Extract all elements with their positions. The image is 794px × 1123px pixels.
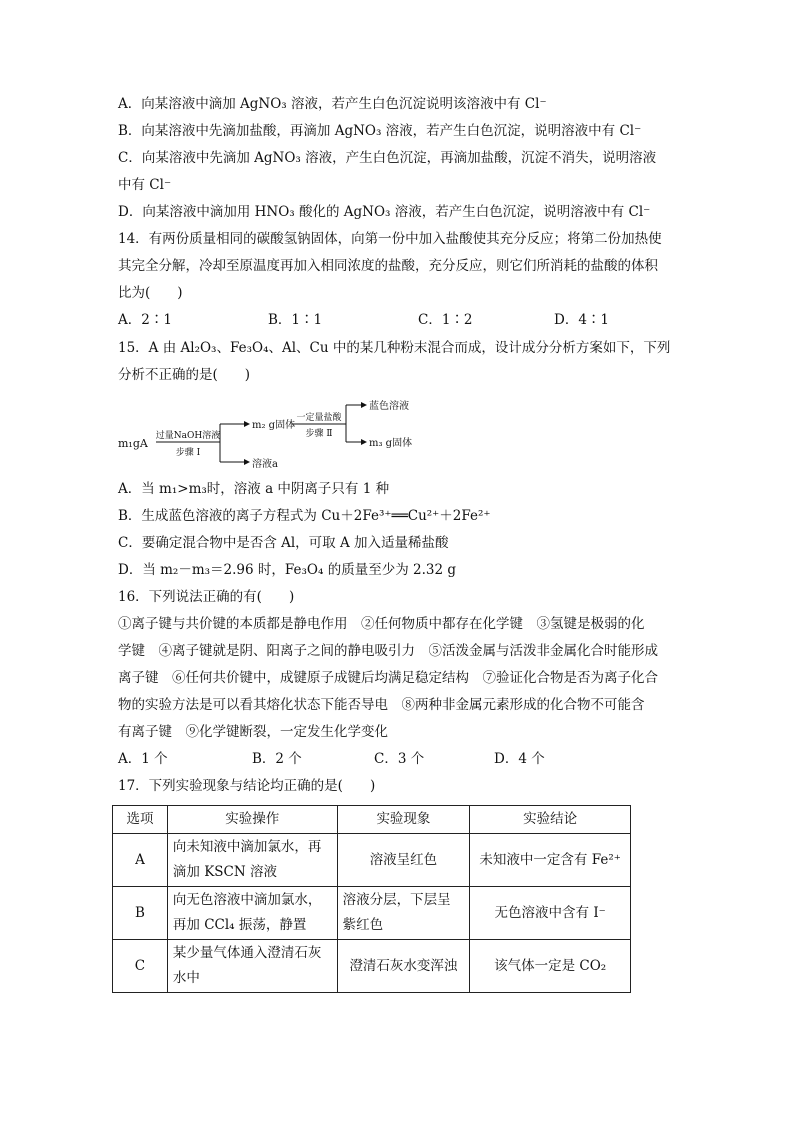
diagram-step2-reagent: 一定量盐酸 (296, 413, 342, 423)
q13-option-a: A．向某溶液中滴加 AgNO₃ 溶液，若产生白色沉淀说明该溶液中有 Cl⁻ (118, 96, 547, 112)
diagram-step2-label: 步骤 Ⅱ (305, 429, 333, 439)
q15-option-a: A．当 m₁>m₃时，溶液 a 中阴离子只有 1 种 (118, 481, 390, 497)
q13-option-b: B．向某溶液中先滴加盐酸，再滴加 AgNO₃ 溶液，若产生白色沉淀，说明溶液中有 Cl⁻ (118, 123, 642, 139)
header-operation: 实验操作 (167, 806, 337, 834)
header-conclusion: 实验结论 (470, 806, 631, 834)
q16-option-b: B．2 个 (252, 751, 302, 767)
diagram-blue-solution-label: 蓝色溶液 (369, 401, 409, 412)
diagram-step1-reagent: 过量NaOH溶液 (155, 431, 221, 441)
q16-option-d: D．4 个 (494, 751, 545, 767)
q14-option-d: D．4∶1 (554, 312, 610, 328)
row-operation-line2: 水中 (172, 970, 200, 986)
q14-option-b: B．1∶1 (268, 312, 323, 328)
diagram-solid1-label: m₂ g固体 (252, 420, 296, 431)
q15-option-b: B．生成蓝色溶液的离子方程式为 Cu＋2Fe³⁺══Cu²⁺＋2Fe²⁺ (118, 508, 491, 524)
diagram-solid2-label: m₃ g固体 (369, 438, 413, 449)
diagram-solution-label: 溶液a (252, 459, 278, 470)
row-phenomenon-line2: 紫红色 (342, 917, 384, 933)
row-option: B (113, 887, 168, 940)
q16-body-line4: 物的实验方法是可以看其熔化状态下能否导电 ⑧两种非金属元素形成的化合物不可能含 (118, 697, 645, 713)
q16-option-a: A．1 个 (118, 751, 168, 767)
row-operation (167, 887, 337, 940)
q16-body-line5: 有离子键 ⑨化学键断裂，一定发生化学变化 (118, 724, 388, 740)
table-header-row (113, 806, 631, 834)
q14-stem-line1: 14．有两份质量相同的碳酸氢钠固体，向第一份中加入盐酸使其充分反应；将第二份加热使 (118, 231, 662, 247)
q16-option-c: C．3 个 (374, 751, 425, 767)
q13-option-c-line2: 中有 Cl⁻ (118, 177, 172, 193)
q15-stem-line2: 分析不正确的是( ) (118, 367, 251, 383)
row-conclusion: 未知液中一定含有 Fe²⁺ (470, 834, 631, 887)
diagram-start-label: m₁gA (118, 437, 148, 450)
row-operation-line1: 向未知液中滴加氯水，再 (172, 839, 322, 855)
row-phenomenon (337, 887, 470, 940)
header-phenomenon: 实验现象 (337, 806, 470, 834)
row-operation (167, 940, 337, 993)
row-operation-line2: 再加 CCl₄ 振荡，静置 (172, 917, 307, 933)
row-option: C (113, 940, 168, 993)
row-option: A (113, 834, 168, 887)
q16-options (118, 749, 678, 769)
q16-stem: 16．下列说法正确的有( ) (118, 589, 295, 605)
row-operation-line1: 某少量气体通入澄清石灰 (172, 945, 322, 961)
q16-body-line3: 离子键 ⑥任何共价键中，成键原子成键后均满足稳定结构 ⑦验证化合物是否为离子化合 (118, 670, 658, 686)
q14-option-a: A．2∶1 (118, 312, 172, 328)
q14-options (118, 310, 678, 330)
q15-option-c: C．要确定混合物中是否含 Al，可取 A 加入适量稀盐酸 (118, 535, 449, 551)
diagram-arrowhead-solid (244, 421, 250, 427)
table-row (113, 940, 631, 993)
row-operation-line1: 向无色溶液中滴加氯水， (172, 892, 322, 908)
diagram-arrowhead-blue (361, 402, 367, 408)
diagram-arrowhead-solid2 (361, 439, 367, 445)
q17-stem: 17．下列实验现象与结论均正确的是( ) (118, 778, 376, 794)
table-row (113, 887, 631, 940)
q16-body-line2: 学键 ④离子键就是阴、阳离子之间的静电吸引力 ⑤活泼金属与活泼非金属化合时能形成 (118, 643, 658, 659)
diagram-arrowhead-solution (244, 459, 250, 465)
q14-stem-line3: 比为( ) (118, 285, 183, 301)
header-option: 选项 (113, 806, 168, 834)
diagram-step1-label: 步骤 Ⅰ (175, 448, 201, 458)
q14-stem-line2: 其完全分解，冷却至原温度再加入相同浓度的盐酸，充分反应，则它们所消耗的盐酸的体积 (118, 258, 658, 274)
row-phenomenon: 溶液呈红色 (337, 834, 470, 887)
row-operation (167, 834, 337, 887)
table-row (113, 834, 631, 887)
row-phenomenon-line1: 溶液分层，下层呈 (342, 892, 451, 908)
q15-flow-diagram (118, 392, 418, 472)
row-phenomenon: 澄清石灰水变浑浊 (337, 940, 470, 993)
q13-option-c-line1: C．向某溶液中先滴加 AgNO₃ 溶液，产生白色沉淀，再滴加盐酸，沉淀不消失，说明溶液 (118, 150, 657, 166)
q16-body-line1: ①离子键与共价键的本质都是静电作用 ②任何物质中都存在化学键 ③氢键是极弱的化 (118, 616, 645, 632)
q17-experiment-table (112, 805, 631, 993)
row-operation-line2: 滴加 KSCN 溶液 (172, 864, 277, 880)
row-conclusion: 该气体一定是 CO₂ (470, 940, 631, 993)
q15-stem-line1: 15．A 由 Al₂O₃、Fe₃O₄、Al、Cu 中的某几种粉末混合而成，设计成分分析方案如下，下列 (118, 340, 671, 356)
q15-option-d: D．当 m₂－m₃＝2.96 时，Fe₃O₄ 的质量至少为 2.32 g (118, 562, 456, 578)
q14-option-c: C．1∶2 (418, 312, 473, 328)
row-conclusion: 无色溶液中含有 I⁻ (470, 887, 631, 940)
q13-option-d: D．向某溶液中滴加用 HNO₃ 酸化的 AgNO₃ 溶液，若产生白色沉淀，说明溶液中有 Cl⁻ (118, 204, 651, 220)
